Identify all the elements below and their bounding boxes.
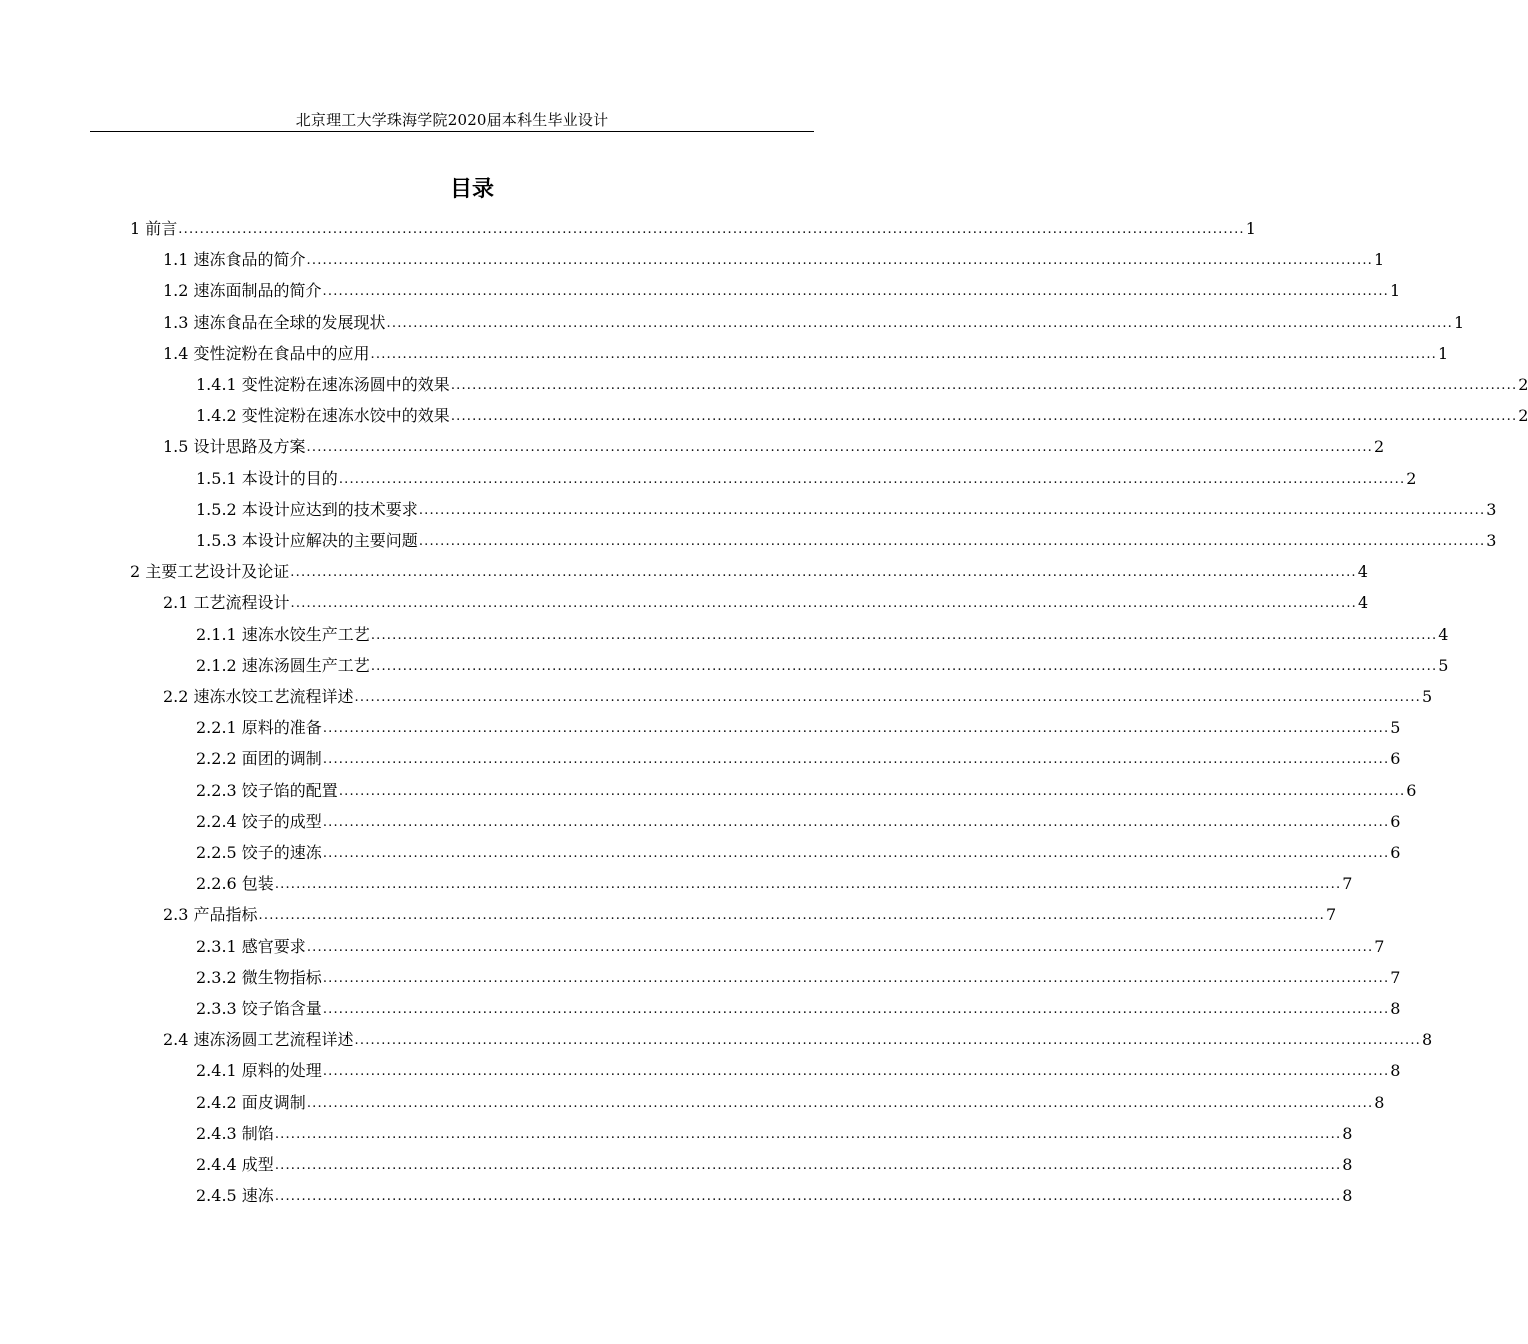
toc-dot-leader: ........................................................................................................................................................................................................ [322, 284, 1390, 300]
toc-entry[interactable] [196, 1144, 1353, 1175]
toc-entry-label: 2.4 速冻汤圆工艺流程详述 [163, 1030, 354, 1050]
toc-entry[interactable] [163, 239, 1385, 270]
toc-dot-leader: ........................................................................................................................................................................................................ [370, 627, 1438, 643]
toc-entry-page-number: 8 [1390, 999, 1401, 1018]
toc-dot-leader: ........................................................................................................................................................................................................ [450, 409, 1518, 425]
toc-entry-page-number: 5 [1390, 718, 1401, 738]
toc-entry-page-number: 7 [1374, 936, 1385, 956]
toc-dot-leader: ........................................................................................................................................................................................................ [354, 1033, 1422, 1049]
toc-entry[interactable] [130, 208, 1256, 239]
toc-entry[interactable] [196, 1113, 1353, 1144]
toc-entry-page-number: 2 [1518, 406, 1528, 426]
toc-dot-leader: ........................................................................................................................................................................................................ [322, 1002, 1390, 1017]
toc-entry-page-number: 6 [1390, 811, 1401, 831]
toc-entry-label: 1.5 设计思路及方案 [163, 437, 306, 457]
toc-entry-label: 2.2.4 饺子的成型 [196, 811, 322, 831]
toc-entry-label: 2.4.5 速冻 [196, 1186, 274, 1206]
toc-entry-page-number: 3 [1486, 499, 1497, 519]
toc-entry-label: 1.4.1 变性淀粉在速冻汤圆中的效果 [196, 375, 450, 394]
toc-entry[interactable] [196, 645, 1449, 676]
toc-entry[interactable] [163, 302, 1465, 333]
toc-entry[interactable] [196, 988, 1401, 1019]
toc-entry[interactable] [196, 801, 1401, 832]
toc-dot-leader: ........................................................................................................................................................................................................ [322, 721, 1390, 737]
toc-entry[interactable] [196, 926, 1385, 957]
toc-entry-page-number: 5 [1438, 655, 1449, 675]
page-header: 北京理工大学珠海学院2020届本科生毕业设计 [295, 111, 609, 129]
toc-entry[interactable] [196, 614, 1449, 645]
toc-entry-label: 2.1 工艺流程设计 [163, 593, 290, 613]
toc-entry-label: 1.3 速冻食品在全球的发展现状 [163, 312, 386, 332]
toc-entry[interactable] [163, 270, 1401, 301]
toc-dot-leader: ........................................................................................................................................................................................................ [450, 378, 1518, 393]
toc-entry[interactable] [196, 520, 1497, 551]
toc-entry-page-number: 1 [1374, 250, 1385, 270]
toc-entry-page-number: 2 [1406, 468, 1417, 488]
toc-entry-label: 1.5.3 本设计应解决的主要问题 [196, 531, 418, 550]
toc-entry-page-number: 8 [1342, 1155, 1353, 1174]
toc-dot-leader: ........................................................................................................................................................................................................ [274, 1158, 1342, 1173]
toc-entry[interactable] [196, 738, 1401, 769]
toc-entry-page-number: 8 [1422, 1030, 1433, 1050]
toc-dot-leader: ........................................................................................................................................................................................................ [322, 970, 1390, 986]
toc-entry-label: 1.4.2 变性淀粉在速冻水饺中的效果 [196, 406, 450, 426]
toc-dot-leader: ........................................................................................................................................................................................................ [290, 565, 1357, 581]
toc-entry[interactable] [196, 770, 1417, 801]
toc-entry-page-number: 8 [1342, 1123, 1353, 1143]
toc-dot-leader: ........................................................................................................................................................................................................ [290, 596, 1358, 612]
toc-entry-label: 2.2.5 饺子的速冻 [196, 843, 322, 862]
toc-dot-leader: ........................................................................................................................................................................................................ [322, 814, 1390, 830]
toc-entry-label: 2.4.4 成型 [196, 1155, 274, 1174]
toc-entry-page-number: 1 [1390, 281, 1401, 301]
toc-dot-leader: ........................................................................................................................................................................................................ [322, 752, 1390, 768]
toc-entry[interactable] [163, 426, 1385, 457]
toc-dot-leader: ........................................................................................................................................................................................................ [178, 222, 1245, 237]
toc-entry[interactable] [196, 863, 1353, 894]
toc-entry-page-number: 4 [1358, 593, 1369, 613]
toc-entry-label: 1.5.1 本设计的目的 [196, 468, 338, 488]
toc-entry-label: 2.2.2 面团的调制 [196, 749, 322, 769]
toc-entry[interactable] [196, 364, 1528, 395]
toc-entry-page-number: 8 [1342, 1186, 1353, 1206]
toc-entry-label: 2.4.1 原料的处理 [196, 1061, 322, 1081]
toc-dot-leader: ........................................................................................................................................................................................................ [274, 1126, 1342, 1142]
toc-entry-page-number: 3 [1486, 531, 1497, 550]
toc-entry-page-number: 1 [1454, 312, 1465, 332]
toc-entry-label: 2.2.1 原料的准备 [196, 718, 322, 738]
toc-entry[interactable] [196, 395, 1528, 426]
toc-entry-label: 2 主要工艺设计及论证 [130, 562, 290, 582]
toc-entry-page-number: 4 [1357, 562, 1368, 582]
toc-entry-page-number: 8 [1390, 1061, 1401, 1081]
toc-entry[interactable] [196, 957, 1401, 988]
toc-title: 目录 [449, 177, 494, 202]
toc-entry[interactable] [196, 832, 1401, 863]
toc-entry-label: 2.2.3 饺子馅的配置 [196, 780, 338, 800]
toc-entry-page-number: 6 [1406, 780, 1417, 800]
toc-dot-leader: ........................................................................................................................................................................................................ [306, 1095, 1374, 1111]
header-rule [90, 131, 814, 132]
toc-entry-label: 1.5.2 本设计应达到的技术要求 [196, 499, 418, 519]
toc-entry-label: 2.3.1 感官要求 [196, 936, 306, 956]
toc-entry[interactable] [163, 894, 1337, 925]
toc-dot-leader: ........................................................................................................................................................................................................ [338, 783, 1406, 799]
toc-dot-leader: ........................................................................................................................................................................................................ [370, 658, 1438, 674]
toc-entry[interactable] [163, 676, 1433, 707]
toc-entry-page-number: 1 [1438, 343, 1449, 363]
toc-dot-leader: ........................................................................................................................................................................................................ [306, 440, 1374, 456]
toc-entry-label: 1.4 变性淀粉在食品中的应用 [163, 343, 370, 363]
toc-entry[interactable] [196, 1175, 1353, 1206]
toc-entry-label: 2.2.6 包装 [196, 874, 274, 894]
toc-entry[interactable] [163, 333, 1449, 364]
toc-entry-page-number: 7 [1326, 905, 1337, 925]
toc-entry-label: 2.4.3 制馅 [196, 1123, 274, 1143]
toc-entry-label: 2.2 速冻水饺工艺流程详述 [163, 687, 354, 706]
toc-entry-page-number: 7 [1342, 874, 1353, 894]
toc-entry[interactable] [163, 1019, 1433, 1050]
toc-dot-leader: ........................................................................................................................................................................................................ [274, 877, 1342, 893]
toc-dot-leader: ........................................................................................................................................................................................................ [306, 253, 1374, 269]
toc-entry-page-number: 5 [1422, 687, 1433, 706]
toc-entry-page-number: 6 [1390, 749, 1401, 769]
toc-entry-label: 2.3.2 微生物指标 [196, 967, 322, 987]
toc-dot-leader: ........................................................................................................................................................................................................ [258, 908, 1326, 924]
toc-entry[interactable] [196, 1082, 1385, 1113]
toc-entry-label: 2.1.1 速冻水饺生产工艺 [196, 624, 370, 644]
toc-entry-page-number: 2 [1374, 437, 1385, 457]
toc-entry-label: 1.1 速冻食品的简介 [163, 250, 306, 270]
toc-dot-leader: ........................................................................................................................................................................................................ [418, 534, 1486, 549]
toc-dot-leader: ........................................................................................................................................................................................................ [418, 502, 1486, 518]
toc-dot-leader: ........................................................................................................................................................................................................ [386, 315, 1454, 331]
toc-entry[interactable] [196, 707, 1401, 738]
toc-entry-label: 2.1.2 速冻汤圆生产工艺 [196, 655, 370, 675]
toc-entry-label: 1.2 速冻面制品的简介 [163, 281, 322, 301]
toc-entry[interactable] [163, 582, 1369, 613]
toc-entry-page-number: 1 [1245, 219, 1256, 238]
toc-entry[interactable] [196, 1050, 1401, 1081]
toc-entry-label: 2.4.2 面皮调制 [196, 1092, 306, 1112]
toc-entry[interactable] [196, 458, 1417, 489]
toc-dot-leader: ........................................................................................................................................................................................................ [306, 939, 1374, 955]
toc-entry[interactable] [130, 551, 1368, 582]
toc-entry-page-number: 4 [1438, 624, 1449, 644]
toc-entry-label: 2.3 产品指标 [163, 905, 258, 925]
toc-entry-page-number: 2 [1518, 375, 1528, 394]
toc-entry-label: 1 前言 [130, 219, 178, 238]
toc-entry-page-number: 8 [1374, 1092, 1385, 1112]
toc-entry-label: 2.3.3 饺子馅含量 [196, 999, 322, 1018]
toc-dot-leader: ........................................................................................................................................................................................................ [274, 1189, 1342, 1205]
toc-entry[interactable] [196, 489, 1497, 520]
toc-entry-page-number: 6 [1390, 843, 1401, 862]
toc-dot-leader: ........................................................................................................................................................................................................ [338, 471, 1406, 487]
toc-dot-leader: ........................................................................................................................................................................................................ [322, 846, 1390, 861]
toc-dot-leader: ........................................................................................................................................................................................................ [322, 1064, 1390, 1080]
toc-dot-leader: ........................................................................................................................................................................................................ [354, 690, 1422, 705]
toc-dot-leader: ........................................................................................................................................................................................................ [370, 346, 1438, 362]
toc-entry-page-number: 7 [1390, 967, 1401, 987]
